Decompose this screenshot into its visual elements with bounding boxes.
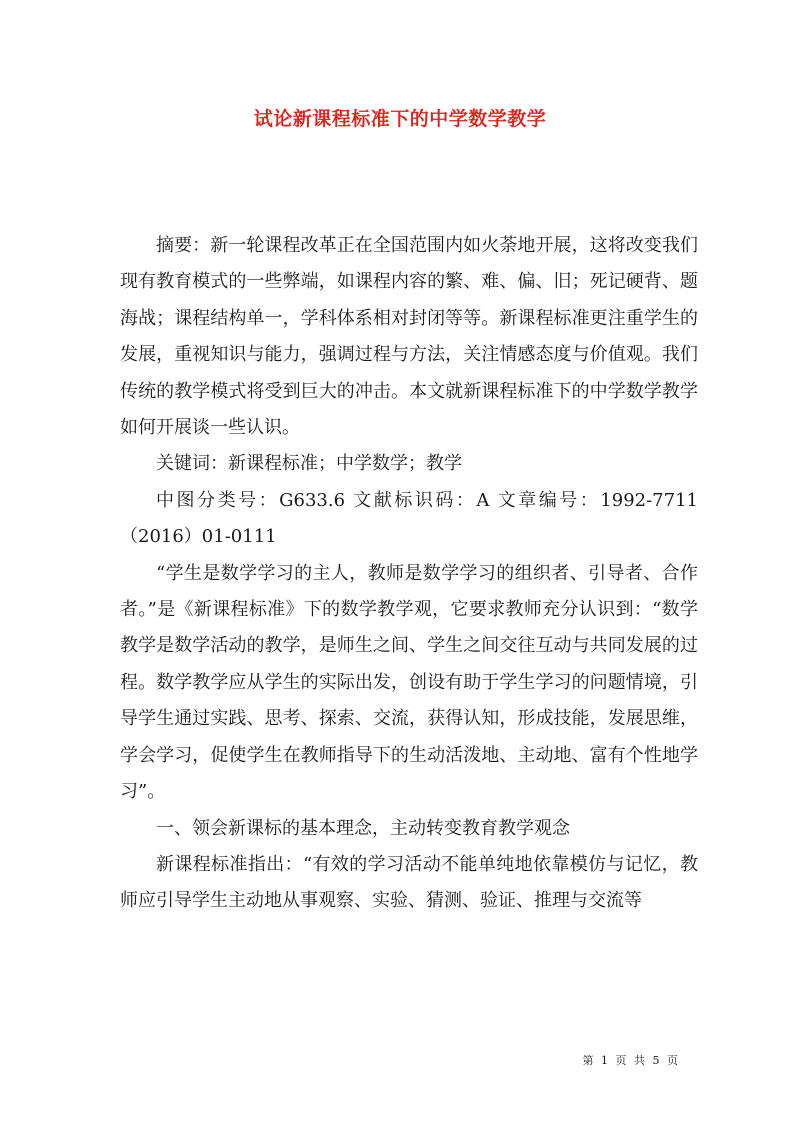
document-body [120, 228, 698, 920]
classification-paragraph: 中图分类号：G633.6 文献标识码：A 文章编号：1992-7711（2016）01-0111 [120, 489, 698, 548]
page-number-footer: 第 1 页 共 5 页 [582, 1054, 680, 1067]
body-paragraph: “学生是数学学习的主人，教师是数学学习的组织者、引导者、合作者。”是《新课程标准》下的数学教学观，它要求教师充分认识到：“数学教学是数学活动的教学，是师生之间、学生之间交往互动与共同发展的过程。数学教学应从学生的实际出发，创设有助于学生学习的问题情境，引导学生通过实践、思考、探索、交流，获得认知，形成技能，发展思维，学会学习，促使学生在教师指导下的生动活泼地、主动地、富有个性地学习”。 [120, 562, 698, 803]
section-heading: 一、领会新课标的基本理念，主动转变教育教学观念 [156, 817, 570, 839]
keywords-paragraph: 关键词：新课程标准；中学数学；教学 [156, 453, 462, 475]
body-paragraph: 新课程标准指出：“有效的学习活动不能单纯地依靠模仿与记忆，教师应引导学生主动地从事观察、实验、猜测、验证、推理与交流等 [120, 853, 698, 912]
document-title: 试论新课程标准下的中学数学教学 [253, 108, 547, 130]
abstract-paragraph: 摘要：新一轮课程改革正在全国范围内如火荼地开展，这将改变我们现有教育模式的一些弊端，如课程内容的繁、难、偏、旧；死记硬背、题海战；课程结构单一，学科体系相对封闭等等。新课程标准更注重学生的发展，重视知识与能力，强调过程与方法，关注情感态度与价值观。我们传统的教学模式将受到巨大的冲击。本文就新课程标准下的中学数学教学如何开展谈一些认识。 [120, 235, 698, 439]
